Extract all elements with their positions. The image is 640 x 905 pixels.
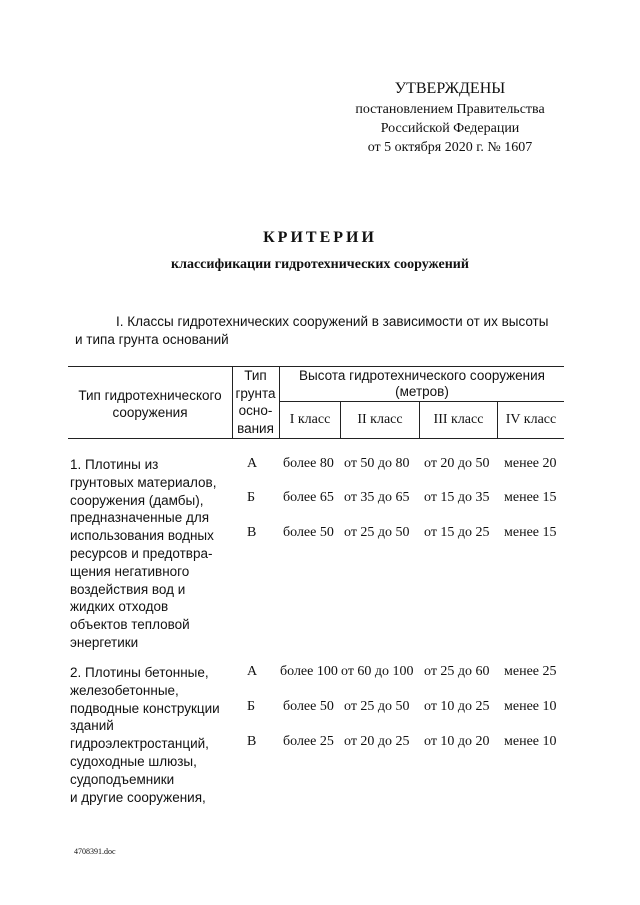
header-soil-type-line3: осно- [238,403,273,418]
class-1-cell: более 50 [283,525,334,540]
header-height [280,368,564,400]
class-4-cell: менее 15 [504,490,557,505]
soil-type-cell: Б [247,699,256,714]
header-soil-type [232,367,279,437]
document-subtitle: классификации гидротехнических сооружений [171,257,469,272]
group-1-desc-line: использования водных [70,528,214,544]
group-2-desc-line: 2. Плотины бетонные, [70,665,209,680]
group-1-desc-line: ресурсов и предотвра- [70,545,213,561]
group-1-desc-line: сооружения (дамбы), [70,492,204,508]
header-class-4: IV класс [505,412,557,427]
class-3-cell: от 20 до 50 [424,456,490,471]
group-2-description [70,664,220,806]
class-4-cell: менее 15 [504,525,557,540]
header-class-3: III класс [433,412,484,427]
soil-type-cell: А [247,456,258,471]
header-structure-type-line2: сооружения [112,405,188,420]
group-1-desc-line: объектов тепловой [70,617,190,633]
class-2-cell: от 25 до 50 [344,525,410,540]
footer-doc-id: 4708391.doc [74,847,116,856]
approval-line-government: Российской Федерации [380,121,520,136]
group-1-desc-line: энергетики [70,634,139,650]
approval-block [330,78,570,157]
class-1-cell: более 80 [283,456,334,471]
approval-line-decree: постановлением Правительства [355,102,545,117]
group-2-desc-line: судоподъемники [70,771,175,787]
group-1-desc-line: предназначенные для [70,510,210,526]
table-subheader-border [280,401,564,402]
class-1-cell: более 50 [283,699,334,714]
class-3-cell: от 10 до 25 [424,699,490,714]
soil-type-cell: Б [247,490,256,505]
group-1-description [70,456,216,652]
table-top-border [68,366,564,367]
document-title: КРИТЕРИИ [263,229,377,246]
header-height-line2: (метров) [395,384,449,399]
class-2-cell: от 50 до 80 [344,456,410,471]
group-1-desc-line: воздействия вод и [70,581,186,597]
soil-type-cell: В [247,734,257,749]
group-1-desc-line: 1. Плотины из [70,457,159,472]
class-3-cell: от 15 до 35 [424,490,490,505]
group-1-desc-line: жидких отходов [70,599,169,615]
class-3-cell: от 10 до 20 [424,734,490,749]
class-3-cell: от 25 до 60 [424,664,490,679]
header-soil-type-line1: Тип [244,368,267,383]
class-4-cell: менее 10 [504,699,557,714]
class-2-cell: от 20 до 25 [344,734,410,749]
table-header-bottom-border [68,438,564,439]
class-2-cell: от 60 до 100 [341,664,414,679]
group-2-desc-line: железобетонные, [70,682,179,698]
class-1-cell: более 25 [283,734,334,749]
class-2-cell: от 25 до 50 [344,699,410,714]
class-3-cell: от 15 до 25 [424,525,490,540]
soil-type-cell: А [247,664,258,679]
group-2-desc-line: и другие сооружения, [70,789,206,805]
header-class-2: II класс [357,412,403,427]
header-structure-type-line1: Тип гидротехнического [78,388,222,403]
header-structure-type [68,387,232,421]
class-4-cell: менее 25 [504,664,557,679]
soil-type-cell: В [247,525,257,540]
header-height-line1: Высота гидротехнического сооружения [299,368,545,383]
group-2-desc-line: подводные конструкции [70,700,220,716]
approval-heading: УТВЕРЖДЕНЫ [394,80,506,97]
group-2-desc-line: зданий [70,718,114,734]
group-2-desc-line: судоходные шлюзы, [70,753,197,769]
group-1-desc-line: грунтовых материалов, [70,474,217,490]
header-class-1: I класс [289,412,331,427]
class-1-cell: более 100 [280,664,338,679]
group-1-desc-line: щения негативного [70,563,190,579]
class-4-cell: менее 10 [504,734,557,749]
header-soil-type-line2: грунта [235,385,276,401]
section-heading-line1: I. Классы гидротехнических сооружений в зависимости от их высоты [116,314,549,329]
class-1-cell: более 65 [283,490,334,505]
class-4-cell: менее 20 [504,456,557,471]
approval-line-date: от 5 октября 2020 г. № 1607 [367,140,533,155]
group-2-desc-line: гидроэлектростанций, [70,736,209,752]
section-heading-line2: и типа грунта оснований [75,332,229,347]
class-2-cell: от 35 до 65 [344,490,410,505]
header-soil-type-line4: вания [237,420,274,436]
